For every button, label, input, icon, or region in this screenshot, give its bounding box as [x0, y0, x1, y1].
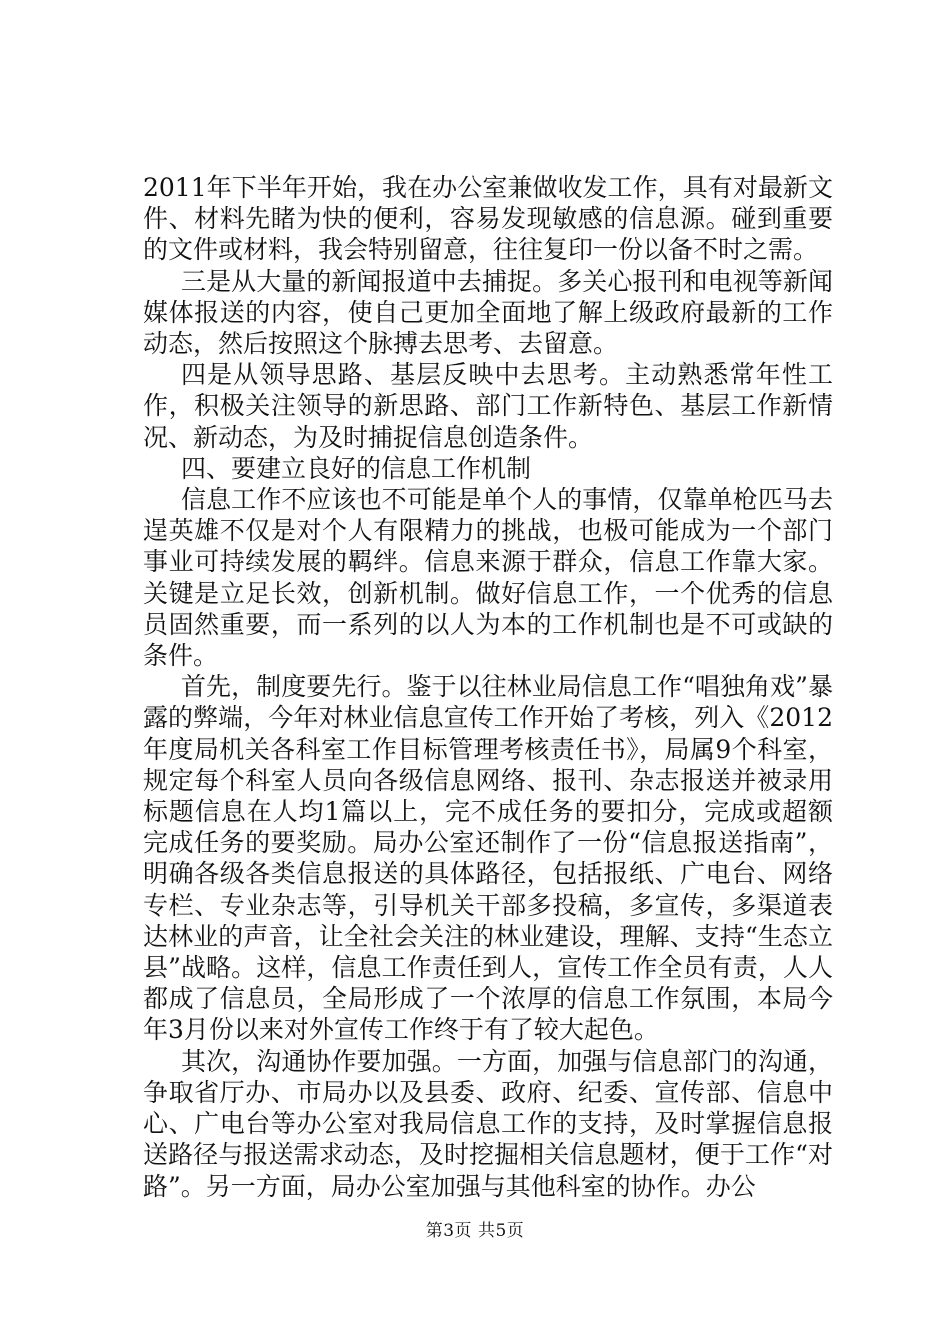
- paragraph-7: 其次，沟通协作要加强。一方面，加强与信息部门的沟通，争取省厅办、市局办以及县委、政府、纪委、宣传部、信息中心、广电台等办公室对我局信息工作的支持，及时掌握信息报送路径与报送需求动态，及时挖掘相关信息题材，便于工作“对路”。另一方面，局办公室加强与其他科室的协作。办公: [143, 1046, 833, 1201]
- paragraph-5: 信息工作不应该也不可能是单个人的事情，仅靠单枪匹马去逞英雄不仅是对个人有限精力的挑战，也极可能成为一个部门事业可持续发展的羁绊。信息来源于群众，信息工作靠大家。关键是立足长效，创新机制。做好信息工作，一个优秀的信息员固然重要，而一系列的以人为本的工作机制也是不可或缺的条件。: [143, 485, 833, 671]
- paragraph-3: 四是从领导思路、基层反映中去思考。主动熟悉常年性工作，积极关注领导的新思路、部门工作新特色、基层工作新情况、新动态，为及时捕捉信息创造条件。: [143, 360, 833, 452]
- paragraph-6: 首先，制度要先行。鉴于以往林业局信息工作“唱独角戏”暴露的弊端，今年对林业信息宣传工作开始了考核，列入《2012年度局机关各科室工作目标管理考核责任书》，局属9个科室，规定每个科室人员向各级信息网络、报刊、杂志报送并被录用标题信息在人均1篇以上，完不成任务的要扣分，完成或超额完成任务的要奖励。局办公室还制作了一份“信息报送指南”，明确各级各类信息报送的具体路径，包括报纸、广电台、网络专栏、专业杂志等，引导机关干部多投稿，多宣传，多渠道表达林业的声音，让全社会关注的林业建设，理解、支持“生态立县”战略。这样，信息工作责任到人，宣传工作全员有责，人人都成了信息员，全局形成了一个浓厚的信息工作氛围，本局今年3月份以来对外宣传工作终于有了较大起色。: [143, 672, 833, 1045]
- paragraph-2: 三是从大量的新闻报道中去捕捉。多关心报刊和电视等新闻媒体报送的内容，使自己更加全面地了解上级政府最新的工作动态，然后按照这个脉搏去思考、去留意。: [143, 266, 833, 359]
- document-body: [143, 172, 833, 1202]
- page-number: 第3页 共5页: [425, 1221, 525, 1241]
- section-heading: 四、要建立良好的信息工作机制: [181, 453, 532, 483]
- paragraph-1: 2011年下半年开始，我在办公室兼做收发工作，具有对最新文件、材料先睹为快的便利，容易发现敏感的信息源。碰到重要的文件或材料，我会特别留意，往往复印一份以备不时之需。: [143, 173, 833, 265]
